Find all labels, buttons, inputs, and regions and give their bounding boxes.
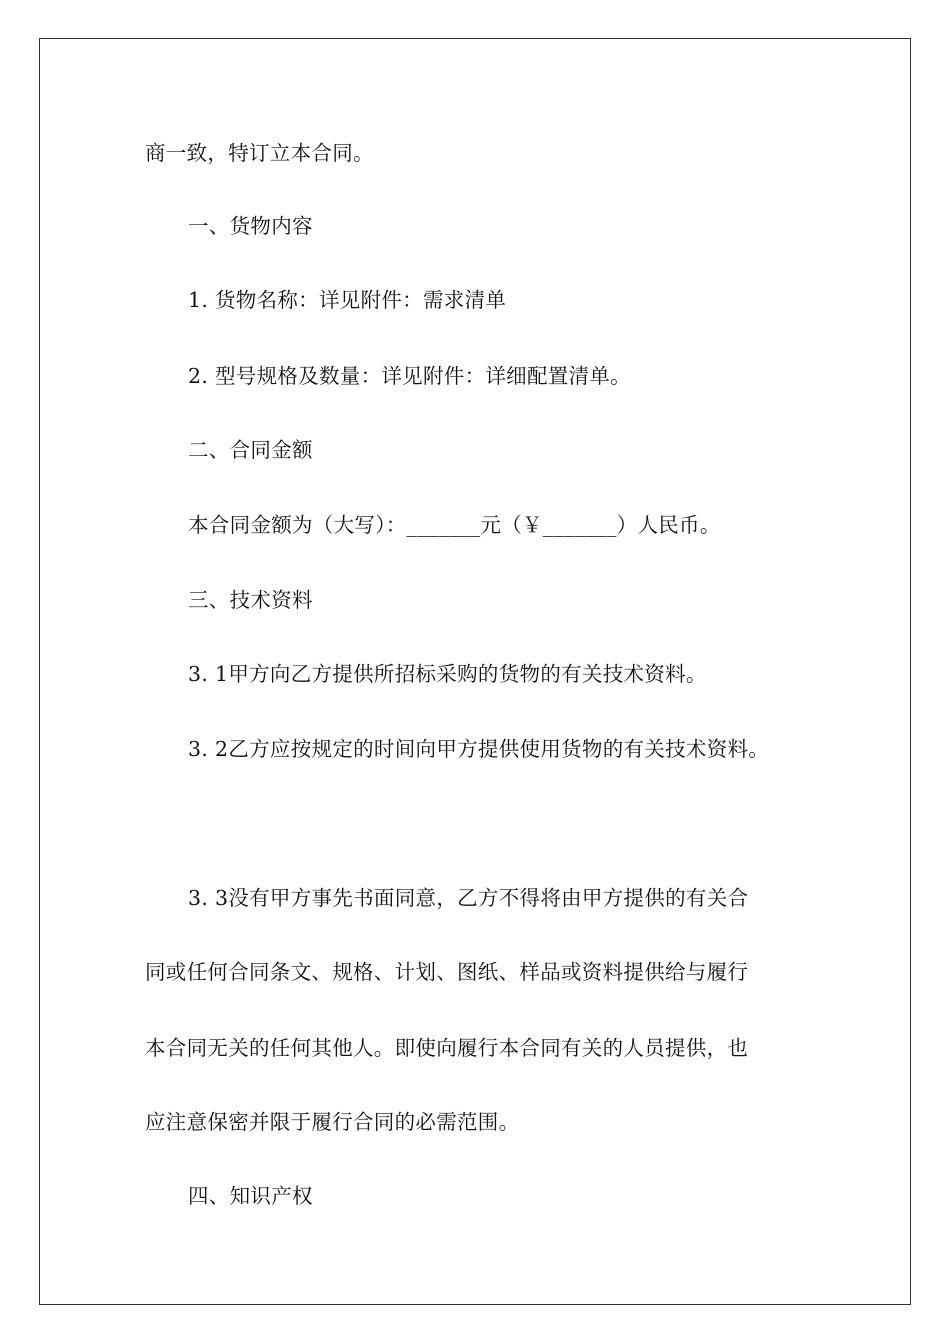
text-line: 1. 货物名称：详见附件：需求清单 bbox=[188, 288, 507, 312]
text-line: 应注意保密并限于履行合同的必需范围。 bbox=[145, 1110, 520, 1134]
section-heading: 二、合同金额 bbox=[188, 438, 313, 462]
text-line: 3. 1甲方向乙方提供所招标采购的货物的有关技术资料。 bbox=[188, 662, 707, 686]
text-line: 3. 2乙方应按规定的时间向甲方提供使用货物的有关技术资料。 bbox=[188, 737, 770, 761]
text-line: 本合同无关的任何其他人。即使向履行本合同有关的人员提供，也 bbox=[145, 1036, 749, 1060]
section-heading: 一、货物内容 bbox=[188, 214, 313, 238]
text-line: 本合同金额为（大写）：_______元（￥_______）人民币。 bbox=[188, 513, 721, 537]
text-line: 商一致，特订立本合同。 bbox=[145, 141, 374, 165]
section-heading: 三、技术资料 bbox=[188, 588, 313, 612]
text-line: 同或任何合同条文、规格、计划、图纸、样品或资料提供给与履行 bbox=[145, 960, 749, 984]
section-heading: 四、知识产权 bbox=[188, 1184, 313, 1208]
text-line: 2. 型号规格及数量：详见附件：详细配置清单。 bbox=[188, 364, 631, 388]
text-line: 3. 3没有甲方事先书面同意，乙方不得将由甲方提供的有关合 bbox=[188, 886, 749, 910]
